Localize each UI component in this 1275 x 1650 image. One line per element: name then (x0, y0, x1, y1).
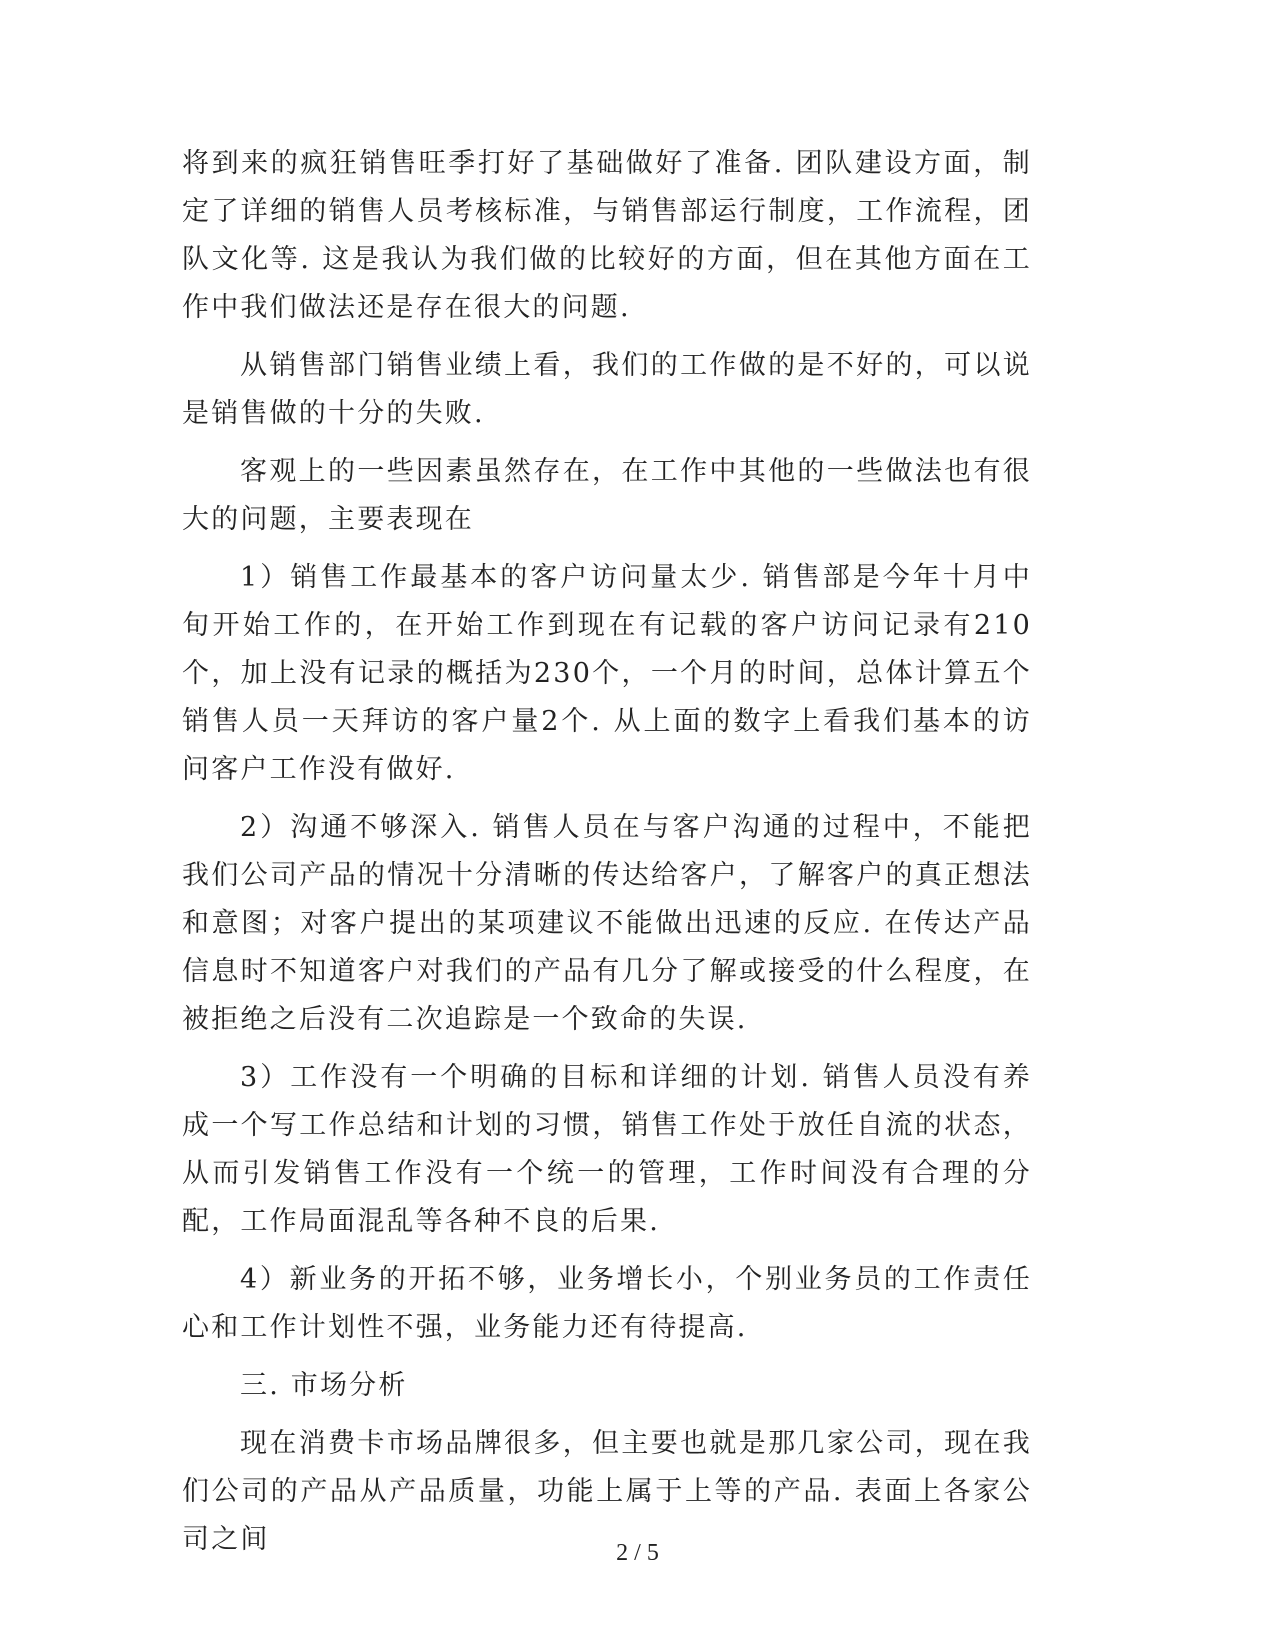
section-heading: 三. 市场分析 (240, 1370, 408, 1401)
paragraph: 2）沟通不够深入. 销售人员在与客户沟通的过程中，不能把我们公司产品的情况十分清晰的传达给客户，了解客户的真正想法和意图；对客户提出的某项建议不能做出迅速的反应. 在传达产品信息时不知道客户对我们的产品有几分了解或接受的什么程度，在被拒绝之后没有二次追踪是一个致命的失误. (182, 812, 1032, 1035)
paragraph: 从销售部门销售业绩上看，我们的工作做的是不好的，可以说是销售做的十分的失败. (182, 350, 1032, 429)
document-body (182, 140, 1032, 1574)
paragraph: 4）新业务的开拓不够，业务增长小，个别业务员的工作责任心和工作计划性不强，业务能力还有待提高. (182, 1264, 1032, 1343)
paragraph: 3）工作没有一个明确的目标和详细的计划. 销售人员没有养成一个写工作总结和计划的习惯，销售工作处于放任自流的状态，从而引发销售工作没有一个统一的管理，工作时间没有合理的分配，工作局面混乱等各种不良的后果. (182, 1062, 1032, 1237)
paragraph: 现在消费卡市场品牌很多，但主要也就是那几家公司，现在我们公司的产品从产品质量，功能上属于上等的产品. 表面上各家公司之间 (182, 1428, 1032, 1555)
paragraph: 1）销售工作最基本的客户访问量太少. 销售部是今年十月中旬开始工作的，在开始工作到现在有记载的客户访问记录有210个，加上没有记录的概括为230个，一个月的时间，总体计算五个销售人员一天拜访的客户量2个. 从上面的数字上看我们基本的访问客户工作没有做好. (182, 562, 1032, 785)
paragraph: 客观上的一些因素虽然存在，在工作中其他的一些做法也有很大的问题，主要表现在 (182, 456, 1032, 535)
page-number: 2 / 5 (616, 1540, 659, 1566)
paragraph: 将到来的疯狂销售旺季打好了基础做好了准备. 团队建设方面，制定了详细的销售人员考核标准，与销售部运行制度，工作流程，团队文化等. 这是我认为我们做的比较好的方面，但在其他方面在工作中我们做法还是存在很大的问题. (182, 148, 1032, 323)
